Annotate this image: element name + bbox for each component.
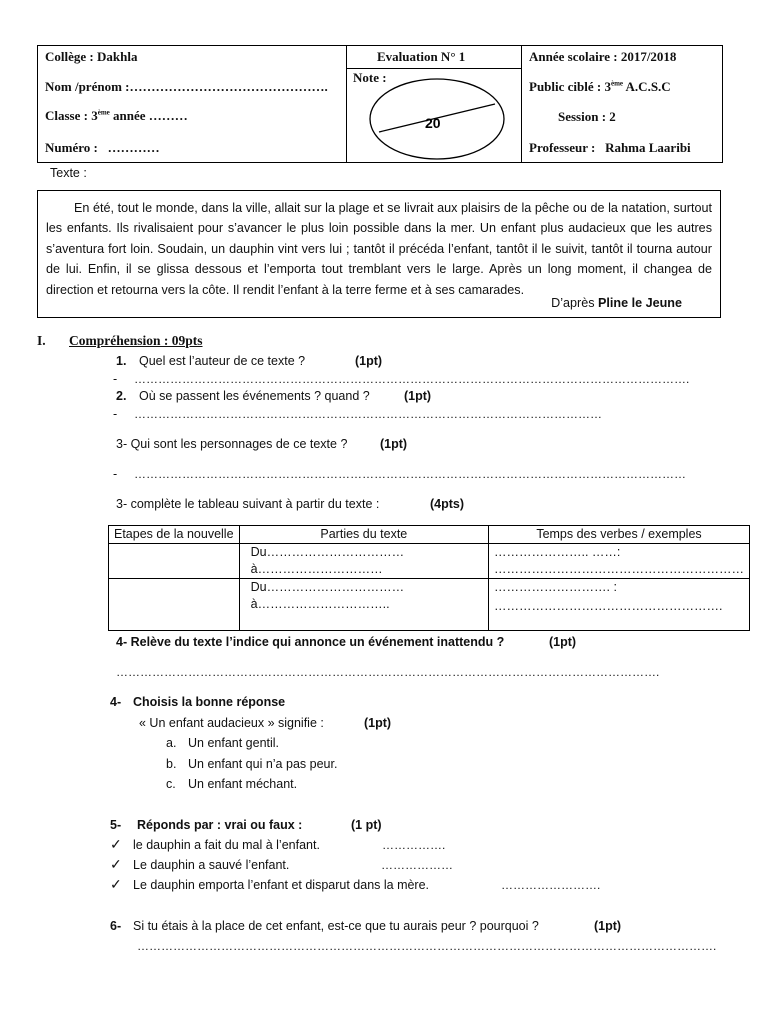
grade-circle[interactable]	[365, 76, 509, 162]
student-info-column	[38, 46, 347, 162]
table-cell-part[interactable]: Du……………………………à…………………………..	[239, 579, 488, 631]
q2-number: 2.	[116, 389, 127, 403]
q1-number: 1.	[116, 354, 127, 368]
q4-text: 4- Relève du texte l’indice qui annonce un événement inattendu ?	[116, 635, 505, 649]
note-label: Note :	[353, 70, 387, 85]
number-field[interactable]: Numéro : …………	[45, 140, 160, 155]
table-cell-step[interactable]	[109, 544, 240, 579]
table-cell-tense[interactable]: ………………………. : ……………………………………………….	[489, 579, 750, 631]
q4b-phrase: « Un enfant audacieux » signifie :	[139, 716, 324, 730]
statement-1: le dauphin a fait du mal à l’enfant.	[133, 838, 320, 852]
table-cell-step[interactable]	[109, 579, 240, 631]
reading-passage	[37, 190, 721, 318]
section-number: I.	[37, 333, 46, 348]
statement-3-answer[interactable]: …………………….	[501, 878, 601, 892]
grade-column	[347, 46, 522, 162]
q2-text: Où se passent les événements ? quand ?	[139, 389, 370, 403]
q6-answer-line[interactable]: ……………………………………………………………………………………………………………………………….	[137, 939, 717, 953]
option-a[interactable]: Un enfant gentil.	[188, 736, 280, 750]
checkmark-icon: ✓	[110, 876, 122, 892]
q3-answer-line[interactable]: …………………………………………………………………………………………………………………………	[134, 467, 686, 481]
table-row	[109, 579, 750, 631]
target-audience: Public ciblé : 3ème A.C.S.C	[529, 79, 671, 94]
option-a-letter: a.	[166, 736, 177, 750]
q3-text: 3- Qui sont les personnages de ce texte ?	[116, 437, 348, 451]
text-label: Texte :	[50, 166, 87, 180]
statement-2: Le dauphin a sauvé l’enfant.	[133, 858, 290, 872]
passage-source: D’après Pline le Jeune	[551, 295, 682, 310]
q6-number: 6-	[110, 919, 122, 933]
college-label: Collège : Dakhla	[45, 49, 138, 64]
option-c[interactable]: Un enfant méchant.	[188, 777, 298, 791]
table-cell-part[interactable]: Du……………………………à…………………………	[239, 544, 488, 579]
q3-dash: -	[113, 467, 118, 481]
table-header-cell: Etapes de la nouvelle	[109, 526, 240, 544]
q5-number: 5-	[110, 818, 122, 832]
checkmark-icon: ✓	[110, 836, 122, 852]
q3b-points: (4pts)	[430, 497, 465, 511]
checkmark-icon: ✓	[110, 856, 122, 872]
statement-1-answer[interactable]: …………….	[382, 838, 446, 852]
note-max: 20	[425, 115, 441, 131]
option-c-letter: c.	[166, 777, 176, 791]
q4-answer-line[interactable]: ……………………………………………………………………………………………………………………….	[116, 665, 660, 679]
q6-text: Si tu étais à la place de cet enfant, est-ce que tu aurais peur ? pourquoi ?	[133, 919, 539, 933]
option-b[interactable]: Un enfant qui n’a pas peur.	[188, 757, 338, 771]
option-b-letter: b.	[166, 757, 177, 771]
q2-points: (1pt)	[404, 389, 432, 403]
q2-dash: -	[113, 407, 118, 421]
table-row	[109, 544, 750, 579]
header-table	[37, 45, 723, 163]
q1-answer-line[interactable]: ………………………………………………………………………………………………………………………….	[134, 372, 690, 386]
q3b-text: 3- complète le tableau suivant à partir du texte :	[116, 497, 380, 511]
evaluation-title: Evaluation N° 1	[377, 49, 466, 64]
table-header-row	[109, 526, 750, 544]
statement-2-answer[interactable]: ………………	[381, 858, 453, 872]
q1-points: (1pt)	[355, 354, 383, 368]
table-header-cell: Parties du texte	[239, 526, 488, 544]
q4b-text: Choisis la bonne réponse	[133, 695, 286, 709]
q5-text: Réponds par : vrai ou faux :	[137, 818, 303, 832]
course-info-column	[522, 46, 722, 162]
q4b-points: (1pt)	[364, 716, 392, 730]
table-cell-tense[interactable]: ………………….. ……: ……………………………………………………	[489, 544, 750, 579]
passage-body: En été, tout le monde, dans la ville, allait sur la plage et se livrait aux plaisirs de la pêche ou de la natation, surtout les enfants. Ils rivalisaient pour s’avancer le plus loin possible dans la mer. Un enfant plus audacieux que les autres s’aventura fort loin. Soudain, un dauphin vint vers lui ; tantôt il précéda l’enfant, tantôt il le suivit, tantôt il tourna autour de lui. Enfin, il se glissa dessous et l’emporta tout tremblant vers le large. Après un long moment, il changea de direction et retourna vers la côte. Il rendit l’enfant à la terre ferme et à ses camarades.	[46, 201, 712, 297]
school-year: Année scolaire : 2017/2018	[529, 49, 677, 64]
q1-dash: -	[113, 372, 118, 386]
q5-points: (1 pt)	[351, 818, 382, 832]
steps-table	[108, 525, 750, 631]
table-header-cell: Temps des verbes / exemples	[489, 526, 750, 544]
q6-points: (1pt)	[594, 919, 622, 933]
statement-3: Le dauphin emporta l’enfant et disparut dans la mère.	[133, 878, 430, 892]
q3-points: (1pt)	[380, 437, 408, 451]
session-label: Session : 2	[558, 109, 616, 124]
q2-answer-line[interactable]: ………………………………………………………………………………………………………	[134, 407, 602, 421]
q4b-number: 4-	[110, 695, 122, 709]
class-field[interactable]: Classe : 3ème année ………	[45, 108, 188, 123]
q4-points: (1pt)	[549, 635, 577, 649]
teacher-label: Professeur : Rahma Laaribi	[529, 140, 691, 155]
q1-text: Quel est l’auteur de ce texte ?	[139, 354, 306, 368]
name-field[interactable]: Nom /prénom :……………………………………….	[45, 79, 328, 94]
section-title: Compréhension : 09pts	[69, 333, 203, 348]
